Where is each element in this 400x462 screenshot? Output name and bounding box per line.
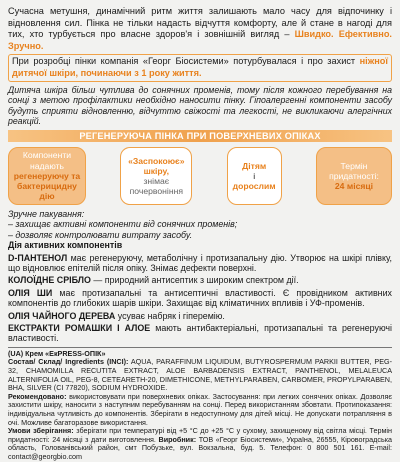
composition-text: AQUA, PARAFFINUM LIQUIDUM, BUTYROSPERMUM PARKII BUTTER, PEG-32, CHAMOMILLA RECUTITA EXTRACT, ALOE BARBADENSIS EXTRACT, PANTHENOL, MELALEUCA ALTERNIFOLIA OIL, PEG-8, CETEARETH-20, DIMETHICONE, METHYLPARABEN, CARBOMER, PROPYLPARABEN, BHA, SILVER (CI 77820), SODIUM HYDROXIDE. [8,357,392,393]
intro-text: Сучасна метушня, динамічний ритм життя залишають мало часу для відпочинку і відновлення сил. Пінка не тільки надасть відчуття комфорту, але й стане в нагоді для тих, хто турбується про власне здоров'я і зовнішній вигляд – [8,6,392,40]
feature-soothing-skin: шкіру, [143,165,170,176]
component-name: КОЛОЇДНЕ СРІБЛО [8,275,91,286]
packaging-item: – захищає активні компоненти від сонячних променів; [8,219,238,230]
feature-soothing-title: «Заспокоює» [128,155,185,166]
packaging-section [8,209,392,251]
component-name: ОЛІЯ ШИ [8,287,53,298]
storage-text: зберігати при температурі від +5 °С до +25 °С у сухому, захищеному від світла місці. Термін придатності: 24 місяці з дати виготовлення. [8,426,392,444]
composition-label: Состав/ Склад/ Ingredients (INCI): [8,357,129,367]
children-protection-highlight: ніжної дитячої шкіри, починаючи з 1 року життя. [12,56,388,78]
children-protection-text: При розробці пінки компанія «Георг Біосистеми» потурбувалася і про захист [12,56,356,67]
component-item [8,323,392,344]
recommendation-text: використовувати при поверхневих опіках. Застосування: при легких сонячних опіках. Дозволяє захистити шкіру, наносити з наступним перебуванням на сонці. Перед використанням збовтати. Протипоказання: індивідуальна чутливість до компонентів. Зберігати в недоступному для дітей місці. Не допускати потрапляння в очі. Можливе багаторазове використання. [8,391,393,427]
component-item [8,253,392,274]
recommendation-label: Рекомендовано: [8,391,67,401]
slogan: Швидко. Ефективно. Зручно. [8,29,392,51]
component-text: мають антибактеріальні, протизапальні та регенеруючі властивості. [8,323,392,344]
component-text: має регенеруючу, метаболічну і протизапальну дію. Утворює на шкірі плівку, що відновлює епітелій після опіку. Знімає дефекти поверхні. [8,252,393,273]
component-item [8,275,392,285]
component-text: має протизапальні та антисептичні властивості. Є провідником активних компонентів до глибоких шарів шкіри. Захищає від кліматичних впливів і УФ-променів. [8,287,392,309]
feature-shelf-life-value: 24 місяці [334,181,374,192]
feature-children: Дітям [242,160,267,171]
component-name: ЕКСТРАКТИ РОМАШКИ І АЛОЕ [8,323,151,333]
feature-regenerating-highlight: регенеруючу та бактерицидну дію [13,170,81,202]
feature-shelf-life-label: Термін придатності: [329,160,379,181]
packaging-item: – дозволяє контролювати витрату засобу. [8,229,193,240]
components-list [8,253,392,344]
component-item [8,311,392,321]
component-name: D-ПАНТЕНОЛ [8,252,68,263]
manufacturer-label: Виробник: [158,434,197,444]
feature-adults: дорослим [232,181,276,192]
intro-paragraph [8,6,392,52]
component-name: ОЛІЯ ЧАЙНОГО ДЕРЕВА [8,310,116,321]
component-text: — природний антисептик з широким спектром дії. [93,275,299,286]
component-item [8,288,392,309]
feature-shelf-life [316,147,392,205]
child-skin-note: Дитяча шкіра більш чутлива до сонячних променів, тому після кожного перебування на сонці з метою профілактики необхідно наносити пінку. Гіпоалергенні компоненти засобу будуть сприяти відновленню, відчуттю свіжості та легкості, не викликаючи алергічних реакцій. [8,84,392,127]
feature-all-ages [227,147,282,205]
feature-and: і [253,170,256,181]
feature-soothing-text: знімає почервоніння [129,175,183,197]
feature-badges [8,147,392,205]
feature-soothing [120,147,192,205]
storage-label: Умови зберігання: [8,426,74,436]
regeneration-banner: РЕГЕНЕРУЮЧА ПІНКА ПРИ ПОВЕРХНЕВИХ ОПІКАХ [8,130,392,142]
product-name: (UA) Крем «ЕкPRESS-ОПІК» [8,348,106,358]
component-text: усуває набряк і гіперемію. [117,310,225,321]
manufacturer-text: ТОВ «Георг Біосистеми», Україна, 26555, Кіровоградська область, Голованівський район, смт Побузьке, вул. Вокзальна, буд. 5. Телефон: 0 800 501 161. E-mail: contact@georgbio.com [8,434,392,461]
feature-regenerating [8,147,86,205]
feature-regenerating-lead: Компоненти надають [22,150,72,171]
technical-info [8,347,392,462]
active-components-title: Дія активних компонентів [8,240,123,251]
children-protection-box [8,54,392,81]
packaging-title: Зручне пакування: [8,208,85,219]
